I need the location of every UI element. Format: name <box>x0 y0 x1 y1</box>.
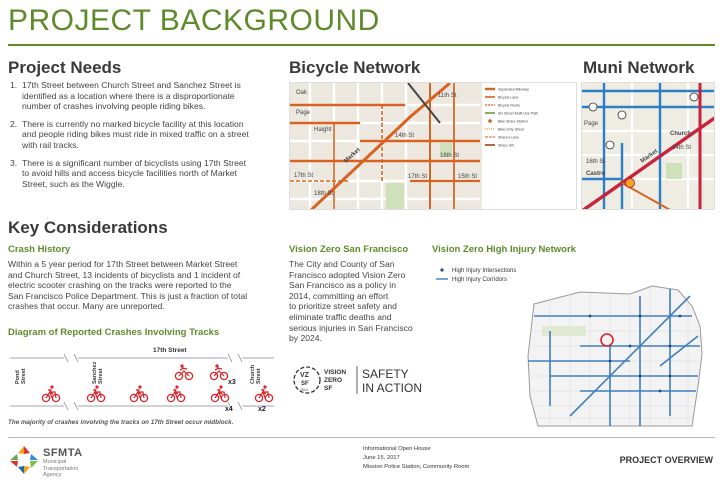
svg-text:Separated Bikeway: Separated Bikeway <box>498 87 529 92</box>
project-needs-heading: Project Needs <box>8 58 122 77</box>
svg-text:Page: Page <box>296 110 311 116</box>
event-name: Informational Open House <box>363 446 431 452</box>
svg-text:16th St: 16th St <box>440 153 460 159</box>
crash-fall-icon <box>210 364 227 379</box>
high-injury-network-map <box>430 256 715 436</box>
multiplier-x2: x2 <box>258 406 266 413</box>
crash-bike-icon <box>211 385 228 401</box>
street-label-pond: Pond <box>15 370 21 384</box>
crash-diagram <box>6 340 278 418</box>
key-considerations-heading: Key Considerations <box>8 218 168 237</box>
muni-network-heading: Muni Network <box>583 58 695 77</box>
svg-text:17th St: 17th St <box>294 173 314 179</box>
project-needs-list <box>10 80 272 196</box>
svg-text:Castro: Castro <box>586 171 606 177</box>
event-date: June 15, 2017 <box>363 455 400 461</box>
crash-fall-icon <box>175 364 192 379</box>
sfmta-name: SFMTA <box>43 447 83 459</box>
vision-zero-logo <box>289 362 429 402</box>
crash-bike-icon <box>42 385 59 401</box>
need-item: 2. There is currently no marked bicycle facility at this location and people riding bikes must ride in mixed traffic on a street with rail tracks. <box>10 118 249 150</box>
event-info <box>363 445 469 472</box>
sfmta-logo-icon <box>8 444 40 476</box>
vision-zero-text: The City and County of San Francisco adopted Vision Zero San Francisco as a policy in 2014, committing an effort to prioritize street safety and eliminate traffic deaths and serious injuries in San Francisco by 2024. <box>289 259 413 344</box>
crash-bike-icon <box>167 385 184 401</box>
multiplier-x4: x4 <box>225 406 233 413</box>
diagram-caption: The majority of crashes involving the tracks on 17th Street occur midblock. <box>8 419 234 426</box>
svg-text:17th St: 17th St <box>408 174 428 180</box>
project-overview-label: PROJECT OVERVIEW <box>619 455 713 465</box>
svg-text:Street: Street <box>256 368 262 384</box>
svg-text:Oak: Oak <box>296 90 308 96</box>
svg-text:16th St: 16th St <box>586 159 606 165</box>
svg-text:Shared Lane: Shared Lane <box>498 135 519 140</box>
high-injury-network-heading: Vision Zero High Injury Network <box>432 244 576 255</box>
title-divider <box>8 44 715 46</box>
diagram-heading: Diagram of Reported Crashes Involving Tracks <box>8 327 220 338</box>
street-label-17th: 17th Street <box>153 347 187 354</box>
crash-bike-icon <box>87 385 104 401</box>
svg-text:High Injury Intersections: High Injury Intersections <box>452 268 517 274</box>
crash-history-text: Within a 5 year period for 17th Street between Market Street and Church Street, 13 incidents of bicyclists and 1 incident of electric scooter crashing on the tracks were reported to the San Francisco Police Department. This is just a fraction of total crashes that occur. Many are unreported. <box>8 259 248 312</box>
footer-divider <box>8 437 715 438</box>
svg-text:SH Street Multi-Use Path: SH Street Multi-Use Path <box>498 111 539 116</box>
svg-text:IN ACTION: IN ACTION <box>362 381 423 395</box>
bicycle-network-map <box>289 82 577 210</box>
svg-text:2014: 2014 <box>300 388 308 392</box>
page-title: PROJECT BACKGROUND <box>8 4 380 37</box>
crash-bike-icon <box>130 385 147 401</box>
svg-text:SF: SF <box>324 385 333 392</box>
svg-text:Market: Market <box>639 148 659 165</box>
event-location: Mission Police Station, Community Room <box>363 464 470 470</box>
svg-text:11th St: 11th St <box>438 93 457 99</box>
vision-zero-heading: Vision Zero San Francisco <box>289 244 409 255</box>
bicycle-network-heading: Bicycle Network <box>289 58 421 77</box>
svg-text:Street: Street <box>98 368 104 384</box>
need-item: 3. There is a significant number of bicyclists using 17th Street to avoid hills and access bicycle facilities north of Market Street, such as the Wiggle. <box>10 157 247 189</box>
svg-text:High Injury Corridors: High Injury Corridors <box>452 277 508 283</box>
svg-text:15th St: 15th St <box>458 174 478 180</box>
sfmta-subtitle: Municipal Transportation Agency <box>43 459 79 478</box>
svg-text:Bike-Only Street: Bike-Only Street <box>498 127 525 132</box>
svg-text:Church: Church <box>670 131 691 137</box>
svg-text:Page: Page <box>584 121 599 127</box>
svg-text:18th St: 18th St <box>314 191 334 197</box>
svg-text:VZ: VZ <box>300 372 309 379</box>
safety-tagline: SAFETY <box>362 367 409 381</box>
svg-text:Street: Street <box>21 368 27 384</box>
svg-text:SF: SF <box>301 381 309 387</box>
svg-text:14th St: 14th St <box>672 145 692 151</box>
svg-text:VISION: VISION <box>324 369 347 376</box>
svg-text:Bike Share Station: Bike Share Station <box>498 119 528 124</box>
svg-text:Bicycle Lane: Bicycle Lane <box>498 95 519 100</box>
multiplier-x3: x3 <box>228 379 236 386</box>
svg-text:Sharp Hill: Sharp Hill <box>498 143 514 148</box>
need-item: 1. 17th Street between Church Street and Sanchez Street is identified as a location where there is a disproportionate number of crashes involving people riding bikes. <box>10 80 241 112</box>
svg-text:Haight: Haight <box>314 127 332 133</box>
crash-history-heading: Crash History <box>8 244 71 255</box>
svg-text:ZERO: ZERO <box>324 377 343 384</box>
svg-text:14th St: 14th St <box>395 133 415 139</box>
svg-text:Market: Market <box>343 147 362 165</box>
street-label-church: Church <box>250 364 256 384</box>
svg-text:Bicycle Route: Bicycle Route <box>498 103 520 108</box>
muni-network-map <box>581 82 715 210</box>
crash-bike-icon <box>255 385 272 401</box>
street-label-sanchez: Sanchez <box>92 361 98 384</box>
